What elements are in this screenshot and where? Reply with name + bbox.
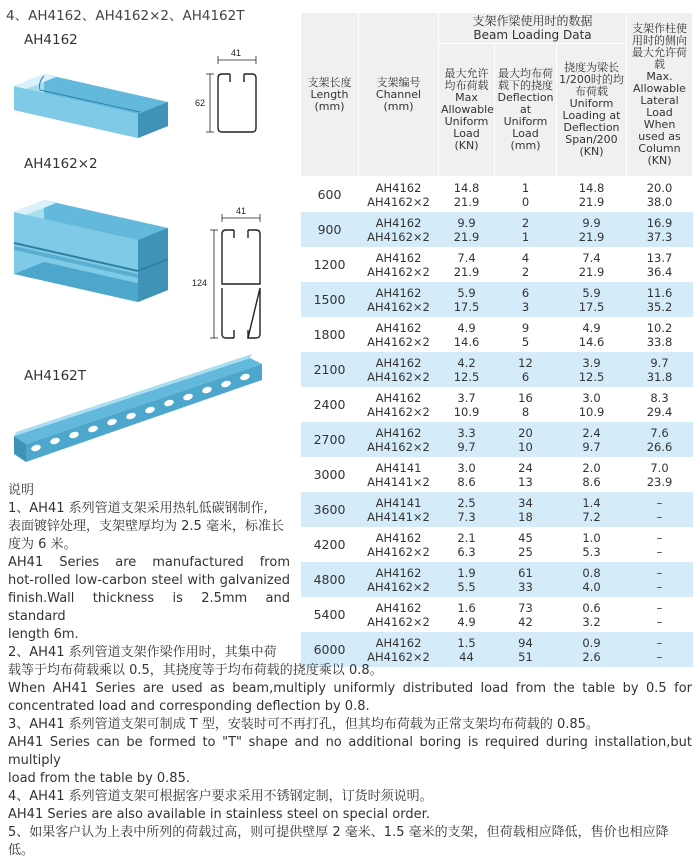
channel-cell: AH4162 AH4162×2: [359, 212, 439, 247]
span-load-cell: 9.9 21.9: [557, 212, 627, 247]
lateral-load-cell: 7.6 26.6: [627, 422, 693, 457]
max-load-cell: 4.2 12.5: [439, 352, 495, 387]
lateral-load-cell: 13.7 36.4: [646, 250, 673, 279]
max-load-cell: 14.8 21.9: [453, 180, 480, 209]
lateral-load-cell: 10.2 33.8: [646, 320, 673, 349]
table-row: [301, 282, 693, 317]
lateral-load-cell: 11.6 35.2: [627, 282, 693, 317]
lateral-load-cell: 8.3 29.4: [646, 390, 673, 419]
span-load-cell: 4.9 14.6: [578, 320, 605, 349]
channel-cell: AH4162 AH4162×2: [367, 320, 430, 349]
channel-cell: AH4162 AH4162×2: [359, 352, 439, 387]
span-load-cell: 0.8 4.0: [557, 562, 627, 597]
channel-double-image: [14, 200, 168, 302]
max-load-cell: 3.3 9.7: [439, 422, 495, 457]
header-channel: 支架编号 Channel (mm): [359, 13, 439, 177]
lateral-load-cell: – –: [627, 492, 693, 527]
span-load-cell: 2.0 8.6: [582, 460, 601, 489]
channel-cell: AH4162 AH4162×2: [359, 632, 439, 667]
single-section-drawing: [206, 56, 256, 132]
note-4-en: AH41 Series are also available in stainless steel on special order.: [8, 807, 430, 822]
max-load-cell: 3.7 10.9: [453, 390, 480, 419]
length-cell: 1200: [313, 256, 346, 272]
deflection-cell: 24 13: [518, 460, 533, 489]
deflection-cell: 34 18: [495, 492, 557, 527]
table-row: [301, 317, 693, 352]
length-cell: 3000: [313, 466, 346, 482]
dim-single-width: 41: [231, 48, 242, 58]
max-load-cell: 2.5 7.3: [439, 492, 495, 527]
span-load-cell: 14.8 21.9: [578, 180, 605, 209]
deflection-cell: 4 2: [521, 250, 530, 279]
length-cell: 2100: [301, 352, 359, 387]
span-load-cell: 2.4 9.7: [557, 422, 627, 457]
span-load-cell: 5.9 17.5: [557, 282, 627, 317]
deflection-cell: 94 51: [495, 632, 557, 667]
deflection-cell: 73 42: [518, 600, 533, 629]
max-load-cell: 7.4 21.9: [453, 250, 480, 279]
dim-double-height: 124: [192, 278, 208, 288]
table-row: [301, 212, 693, 247]
span-load-cell: 1.0 5.3: [582, 530, 601, 559]
span-load-cell: 3.0 10.9: [578, 390, 605, 419]
length-cell: 900: [301, 212, 359, 247]
table-row: [301, 422, 693, 457]
channel-cell: AH4162 AH4162×2: [367, 180, 430, 209]
channel-single-image: [14, 74, 168, 138]
channel-cell: AH4162 AH4162×2: [367, 530, 430, 559]
channel-cell: AH4162 AH4162×2: [359, 562, 439, 597]
channel-cell: AH4141 AH4141×2: [367, 460, 430, 489]
header-beam-group: 支架作梁使用时的数据 Beam Loading Data: [439, 13, 627, 44]
dim-single-height: 62: [195, 98, 206, 108]
header-span-load: 挠度为梁长1/200时的均布荷载 Uniform Loading at Deflection Span/200 (KN): [557, 44, 627, 177]
deflection-cell: 45 25: [518, 530, 533, 559]
label-ah4162: AH4162: [24, 32, 78, 48]
note-4-cn: 4、AH41 系列管道支架可根据客户要求采用不锈钢定制，订货时须说明。: [8, 789, 433, 804]
deflection-cell: 6 3: [495, 282, 557, 317]
dim-double-width: 41: [236, 206, 247, 216]
deflection-cell: 16 8: [518, 390, 533, 419]
deflection-cell: 2 1: [495, 212, 557, 247]
notes-block: [8, 482, 692, 860]
table-row: [301, 352, 693, 387]
label-ah4162t: AH4162T: [24, 368, 86, 384]
header-lateral-load: 支架作柱使用时的侧向最大允许荷载 Max. Allowable Lateral Load When used as Column (KN): [627, 13, 693, 177]
channel-slotted-image: [14, 354, 262, 462]
header-length: 支架长度 Length (mm): [301, 13, 359, 177]
lateral-load-cell: – –: [656, 600, 663, 629]
span-load-cell: 3.9 12.5: [557, 352, 627, 387]
lateral-load-cell: 20.0 38.0: [646, 180, 673, 209]
lateral-load-cell: – –: [627, 632, 693, 667]
max-load-cell: 4.9 14.6: [453, 320, 480, 349]
double-section-drawing: [210, 214, 260, 338]
length-cell: 600: [317, 186, 342, 202]
section-heading: 4、AH4162、AH4162×2、AH4162T: [6, 8, 245, 24]
channel-cell: AH4141 AH4141×2: [359, 492, 439, 527]
span-load-cell: 0.6 3.2: [582, 600, 601, 629]
header-max-load: 最大允许均布荷载 Max Allowable Uniform Load (KN): [439, 44, 495, 177]
length-cell: 4800: [301, 562, 359, 597]
length-cell: 5400: [313, 606, 346, 622]
length-cell: 3600: [301, 492, 359, 527]
channel-cell: AH4162 AH4162×2: [367, 600, 430, 629]
header-deflection: 最大均布荷载下的挠度 Deflection at Uniform Load (mm): [495, 44, 557, 177]
span-load-cell: 7.4 21.9: [578, 250, 605, 279]
max-load-cell: 3.0 8.6: [457, 460, 476, 489]
note-3-cn: 3、AH41 系列管道支架可制成 T 型，安装时可不再打孔，但其均布荷载为正常支架均布荷载的 0.85。: [8, 717, 599, 732]
length-cell: 2700: [301, 422, 359, 457]
max-load-cell: 1.9 5.5: [439, 562, 495, 597]
length-cell: 2400: [313, 396, 346, 412]
lateral-load-cell: 9.7 31.8: [627, 352, 693, 387]
deflection-cell: 12 6: [495, 352, 557, 387]
deflection-cell: 61 33: [495, 562, 557, 597]
length-cell: 6000: [301, 632, 359, 667]
lateral-load-cell: 7.0 23.9: [646, 460, 673, 489]
deflection-cell: 1 0: [521, 180, 530, 209]
max-load-cell: 9.9 21.9: [439, 212, 495, 247]
length-cell: 4200: [313, 536, 346, 552]
max-load-cell: 1.6 4.9: [457, 600, 476, 629]
channel-cell: AH4162 AH4162×2: [359, 422, 439, 457]
span-load-cell: 1.4 7.2: [557, 492, 627, 527]
note-2-en: When AH41 Series are used as beam,multiply uniformly distributed load from the table by 0.5 for concentrated load and corresponding deflection by 0.8.: [8, 681, 692, 714]
deflection-cell: 20 10: [495, 422, 557, 457]
note-3-en: AH41 Series can be formed to "T" shape and no additional boring is required during installation,but multiply load from the table by 0.85.: [8, 735, 692, 786]
length-cell: 1500: [301, 282, 359, 317]
lateral-load-cell: – –: [627, 562, 693, 597]
lateral-load-cell: 16.9 37.3: [627, 212, 693, 247]
table-row: [301, 387, 693, 422]
note-1-en: AH41 Series are manufactured from hot-rolled low-carbon steel with galvanized finish.Wall thickness is 2.5mm and standard length 6m.: [8, 555, 290, 642]
note-2-cn: 2、AH41 系列管道支架作梁作用时，其集中荷 载等于均布荷载乘以 0.5，其挠度等于均布荷载的挠度乘以 0.8。: [8, 645, 383, 678]
table-row: [301, 247, 693, 282]
channel-cell: AH4162 AH4162×2: [359, 282, 439, 317]
lateral-load-cell: – –: [656, 530, 663, 559]
channel-cell: AH4162 AH4162×2: [367, 250, 430, 279]
length-cell: 1800: [313, 326, 346, 342]
label-ah4162x2: AH4162×2: [24, 156, 98, 172]
product-illustrations: [0, 0, 300, 470]
max-load-cell: 5.9 17.5: [439, 282, 495, 317]
span-load-cell: 0.9 2.6: [557, 632, 627, 667]
channel-cell: AH4162 AH4162×2: [367, 390, 430, 419]
table-row: [301, 177, 693, 213]
note-1-cn: 1、AH41 系列管道支架采用热轧低碳钢制作, 表面镀锌处理，支架壁厚均为 2.5 毫米，标准长 度为 6 米。: [8, 501, 284, 552]
deflection-cell: 9 5: [521, 320, 530, 349]
notes-title: 说明: [8, 483, 35, 498]
max-load-cell: 2.1 6.3: [457, 530, 476, 559]
max-load-cell: 1.5 44: [439, 632, 495, 667]
note-5-cn: 5、如果客户认为上表中所列的荷载过高，则可提供壁厚 2 毫米、1.5 毫米的支架，但荷载相应降低，售价也相应降低。: [8, 825, 669, 858]
